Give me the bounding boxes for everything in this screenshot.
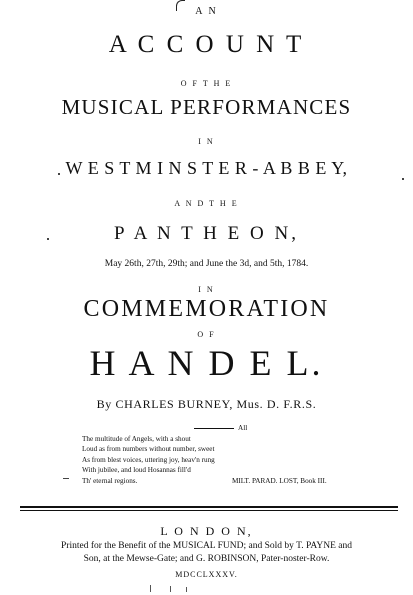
rule-thick <box>20 506 398 508</box>
epigraph-line-1: All <box>82 423 372 434</box>
title-of: O F <box>197 330 216 339</box>
title-pantheon: P A N T H E O N, <box>114 223 299 244</box>
title-and-the: A N D T H E <box>174 199 239 208</box>
epigraph-dash <box>194 428 234 429</box>
imprint-line-2: Son, at the Mewse-Gate; and G. ROBINSON, Pater-noster-Row. <box>83 554 330 564</box>
title-in-2: I N <box>198 285 215 294</box>
title-westminster-abbey: W E S T M I N S T E R - A B B E Y, <box>65 158 348 178</box>
imprint-city: L O N D O N, <box>160 524 253 538</box>
epigraph-line-3: Loud as from numbers without number, sweet <box>82 445 215 454</box>
title-handel: H A N D E L. <box>89 343 324 383</box>
title-dates: May 26th, 27th, 29th; and June the 3d, and 5th, 1784. <box>104 259 309 269</box>
epigraph-line-6: Th' eternal regions. MILT. PARAD. LOST, Book III. <box>82 476 327 485</box>
title-account: A C C O U N T <box>108 31 305 58</box>
imprint-year: MDCCLXXXV. <box>175 570 238 579</box>
title-of-the: O F T H E <box>180 79 233 88</box>
scan-mark-bottom-3 <box>186 587 187 592</box>
epigraph-line-2: The multitude of Angels, with a shout <box>82 434 191 443</box>
scan-dot-3 <box>402 178 404 180</box>
title-in: I N <box>198 137 215 146</box>
scan-mark-bottom-2 <box>170 586 171 592</box>
scan-mark-top <box>176 0 185 11</box>
title-an: A N <box>195 6 218 17</box>
scan-dot-2 <box>47 238 49 240</box>
epigraph-line-5: With jubilee, and loud Hosannas fill'd <box>82 466 191 475</box>
title-musical-performances: MUSICAL PERFORMANCES <box>61 95 352 119</box>
epigraph-source: MILT. PARAD. LOST, Book III. <box>232 476 327 485</box>
title-author: By CHARLES BURNEY, Mus. D. F.R.S. <box>96 397 317 411</box>
scan-mark-bottom-1 <box>150 585 151 592</box>
scan-dot-1 <box>58 173 60 175</box>
imprint-line-1: Printed for the Benefit of the MUSICAL FUND; and Sold by T. PAYNE and <box>61 541 352 551</box>
scan-mark-epigraph <box>63 478 69 479</box>
epigraph-line-4: As from blest voices, uttering joy, heav'n rung <box>82 455 215 464</box>
rule-thin <box>20 510 398 511</box>
title-commemoration: COMMEMORATION <box>83 296 330 322</box>
epigraph <box>82 423 372 487</box>
